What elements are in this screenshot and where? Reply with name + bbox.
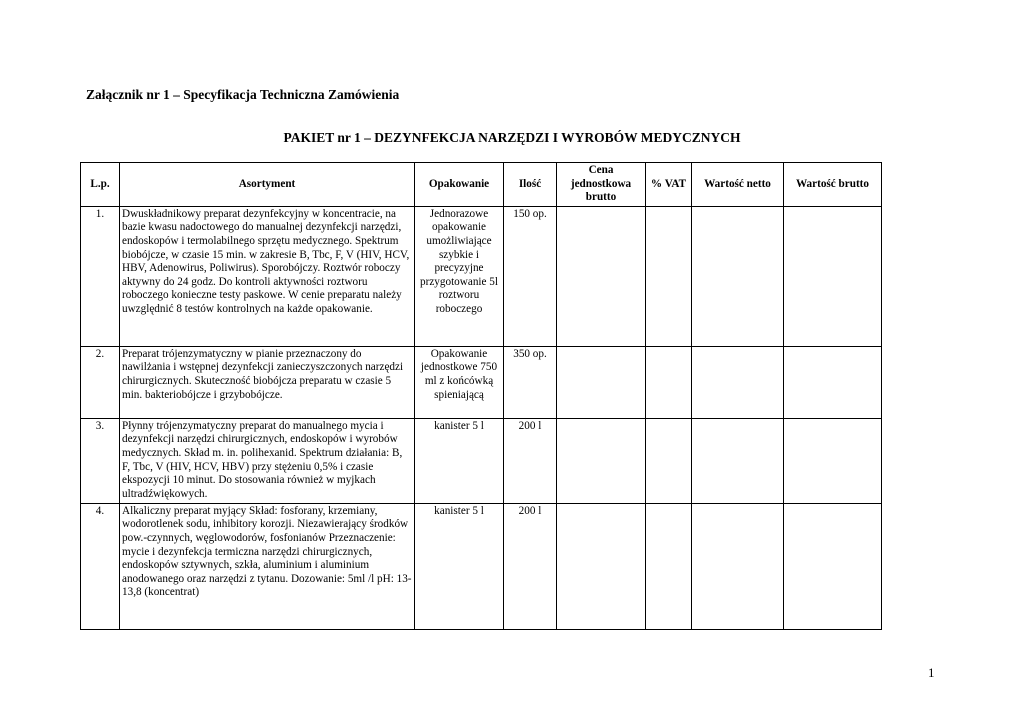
cell-vat[interactable] [646,418,692,503]
cell-packaging: Jednorazowe opakowanie umożliwiające szybkie i precyzyjne przygotowanie 5l roztworu roboczego [415,206,504,346]
cell-vat[interactable] [646,346,692,418]
cell-net-value[interactable] [692,503,784,629]
cell-packaging: Opakowanie jednostkowe 750 ml z końcówką spieniającą [415,346,504,418]
table-row [81,206,882,346]
header-net-value: Wartość netto [692,163,784,207]
cell-gross-value[interactable] [784,206,882,346]
specification-table [80,162,882,630]
cell-lp: 4. [81,503,120,629]
cell-quantity: 350 op. [504,346,557,418]
page-number: 1 [928,665,935,680]
cell-quantity: 150 op. [504,206,557,346]
cell-packaging: kanister 5 l [415,418,504,503]
cell-unit-price[interactable] [557,418,646,503]
header-packaging: Opakowanie [415,163,504,207]
cell-lp: 3. [81,418,120,503]
table-row [81,346,882,418]
cell-quantity: 200 l [504,503,557,629]
cell-lp: 2. [81,346,120,418]
cell-unit-price[interactable] [557,346,646,418]
cell-vat[interactable] [646,206,692,346]
cell-net-value[interactable] [692,418,784,503]
table-row [81,503,882,629]
header-gross-value: Wartość brutto [784,163,882,207]
header-lp: L.p. [81,163,120,207]
table-row [81,418,882,503]
package-title: PAKIET nr 1 – DEZYNFEKCJA NARZĘDZI I WYROBÓW MEDYCZNYCH [283,130,741,145]
cell-lp: 1. [81,206,120,346]
table-header-row [81,163,882,207]
cell-vat[interactable] [646,503,692,629]
cell-unit-price[interactable] [557,503,646,629]
cell-description: Alkaliczny preparat myjący Skład: fosforany, krzemiany, wodorotlenek sodu, inhibitory korozji. Niezawierający środków pow.-czynnych, węglowodorów, fosfonianów Przeznaczenie: mycie i dezynfekcja termiczna narzędzi chirurgicznych, endoskopów sztywnych, szkła, aluminium i aluminium anodowanego oraz narzędzi z tytanu. Dozowanie: 5ml /l pH: 13-13,8 (koncentrat) [120,503,415,629]
cell-gross-value[interactable] [784,418,882,503]
cell-gross-value[interactable] [784,346,882,418]
cell-gross-value[interactable] [784,503,882,629]
header-assortment: Asortyment [120,163,415,207]
header-vat: % VAT [646,163,692,207]
header-unit-price: Cena jednostkowa brutto [557,163,646,207]
cell-net-value[interactable] [692,206,784,346]
header-quantity: Ilość [504,163,557,207]
cell-description: Preparat trójenzymatyczny w pianie przeznaczony do nawilżania i wstępnej dezynfekcji zanieczyszczonych narzędzi chirurgicznych. Skuteczność biobójcza preparatu w czasie 5 min. bakteriobójcze i grzybobójcze. [120,346,415,418]
cell-description: Dwuskładnikowy preparat dezynfekcyjny w koncentracie, na bazie kwasu nadoctowego do manualnej dezynfekcji narzędzi, endoskopów i termolabilnego sprzętu medycznego. Spektrum biobójcze, w czasie 15 min. w zakresie B, Tbc, F, V (HIV, HCV, HBV, Adenowirus, Poliwirus). Sporobójczy. Roztwór roboczy aktywny do 24 godz. Do kontroli aktywności roztworu roboczego konieczne testy paskowe. W cenie preparatu należy uwzględnić 8 testów kontrolnych na każde opakowanie. [120,206,415,346]
page-heading: Załącznik nr 1 – Specyfikacja Techniczna Zamówienia [86,87,400,102]
cell-unit-price[interactable] [557,206,646,346]
cell-description: Płynny trójenzymatyczny preparat do manualnego mycia i dezynfekcji narzędzi chirurgicznych, endoskopów i wyrobów medycznych. Skład m. in. polihexanid. Spektrum działania: B, F, Tbc, V (HIV, HCV, HBV) przy stężeniu 0,5% i czasie ekspozycji 10 minut. Do stosowania również w myjkach ultradźwiękowych. [120,418,415,503]
cell-quantity: 200 l [504,418,557,503]
cell-packaging: kanister 5 l [415,503,504,629]
cell-net-value[interactable] [692,346,784,418]
